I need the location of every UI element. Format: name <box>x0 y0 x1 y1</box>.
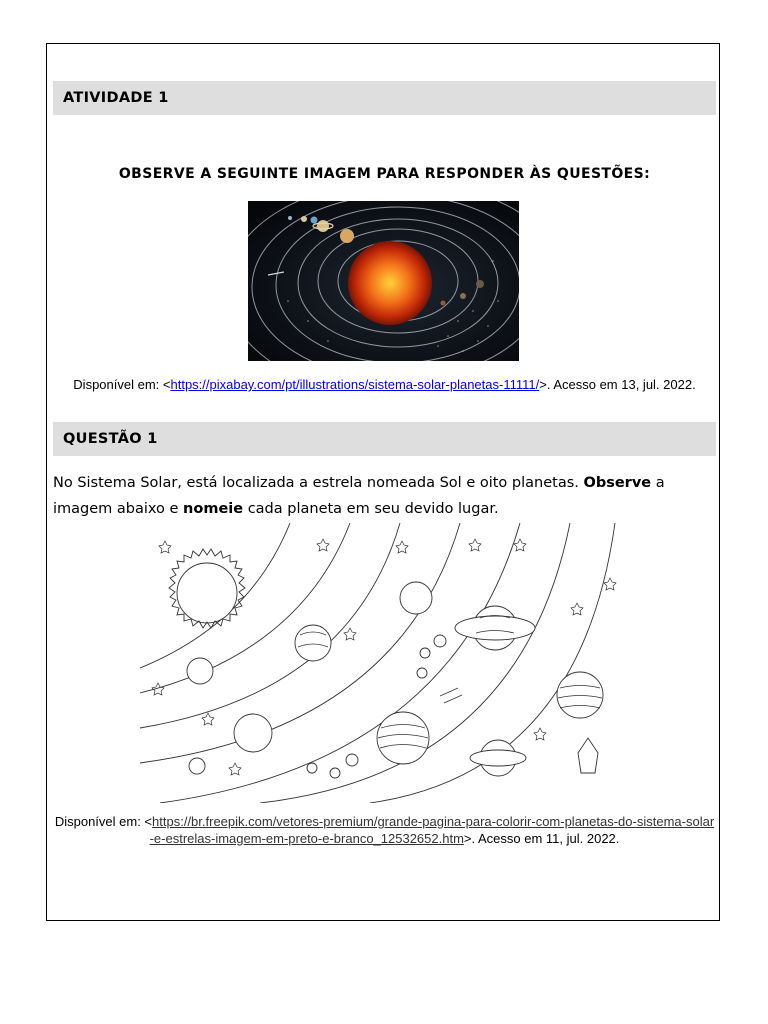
caption2-prefix: Disponível em: < <box>54 814 153 829</box>
question-paragraph <box>53 470 715 522</box>
photo-caption <box>53 377 716 393</box>
question-header <box>53 422 716 456</box>
freepik-link[interactable]: https://br.freepik.com/vetores-premium/grande-pagina-para-colorir-com-planetas-do-sistema-solar-e-estrelas-imagem-em-preto-e-branco_12532652.htm <box>149 814 715 846</box>
caption-suffix: >. Acesso em 13, jul. 2022. <box>539 377 696 392</box>
question-title: QUESTÃO 1 <box>63 431 158 447</box>
activity-header <box>53 81 716 115</box>
solar-system-photo <box>248 201 519 361</box>
caption2-suffix: >. Acesso em 11, jul. 2022. <box>463 831 620 846</box>
paragraph-bold-observe: Observe <box>583 475 652 491</box>
caption-prefix: Disponível em: < <box>73 377 171 392</box>
coloring-solar-system <box>140 523 630 803</box>
intro-heading: OBSERVE A SEGUINTE IMAGEM PARA RESPONDER ÀS QUESTÕES: <box>118 166 651 182</box>
paragraph-text-1: No Sistema Solar, está localizada a estrela nomeada Sol e oito planetas. <box>53 475 584 491</box>
paragraph-text-3: cada planeta em seu devido lugar. <box>243 501 499 517</box>
paragraph-bold-nomeie: nomeie <box>183 501 244 517</box>
paragraph-text-2: a imagem abaixo e <box>53 475 665 517</box>
coloring-caption <box>53 813 716 847</box>
pixabay-link[interactable]: https://pixabay.com/pt/illustrations/sistema-solar-planetas-11111/ <box>170 377 540 392</box>
activity-title: ATIVIDADE 1 <box>63 90 169 106</box>
